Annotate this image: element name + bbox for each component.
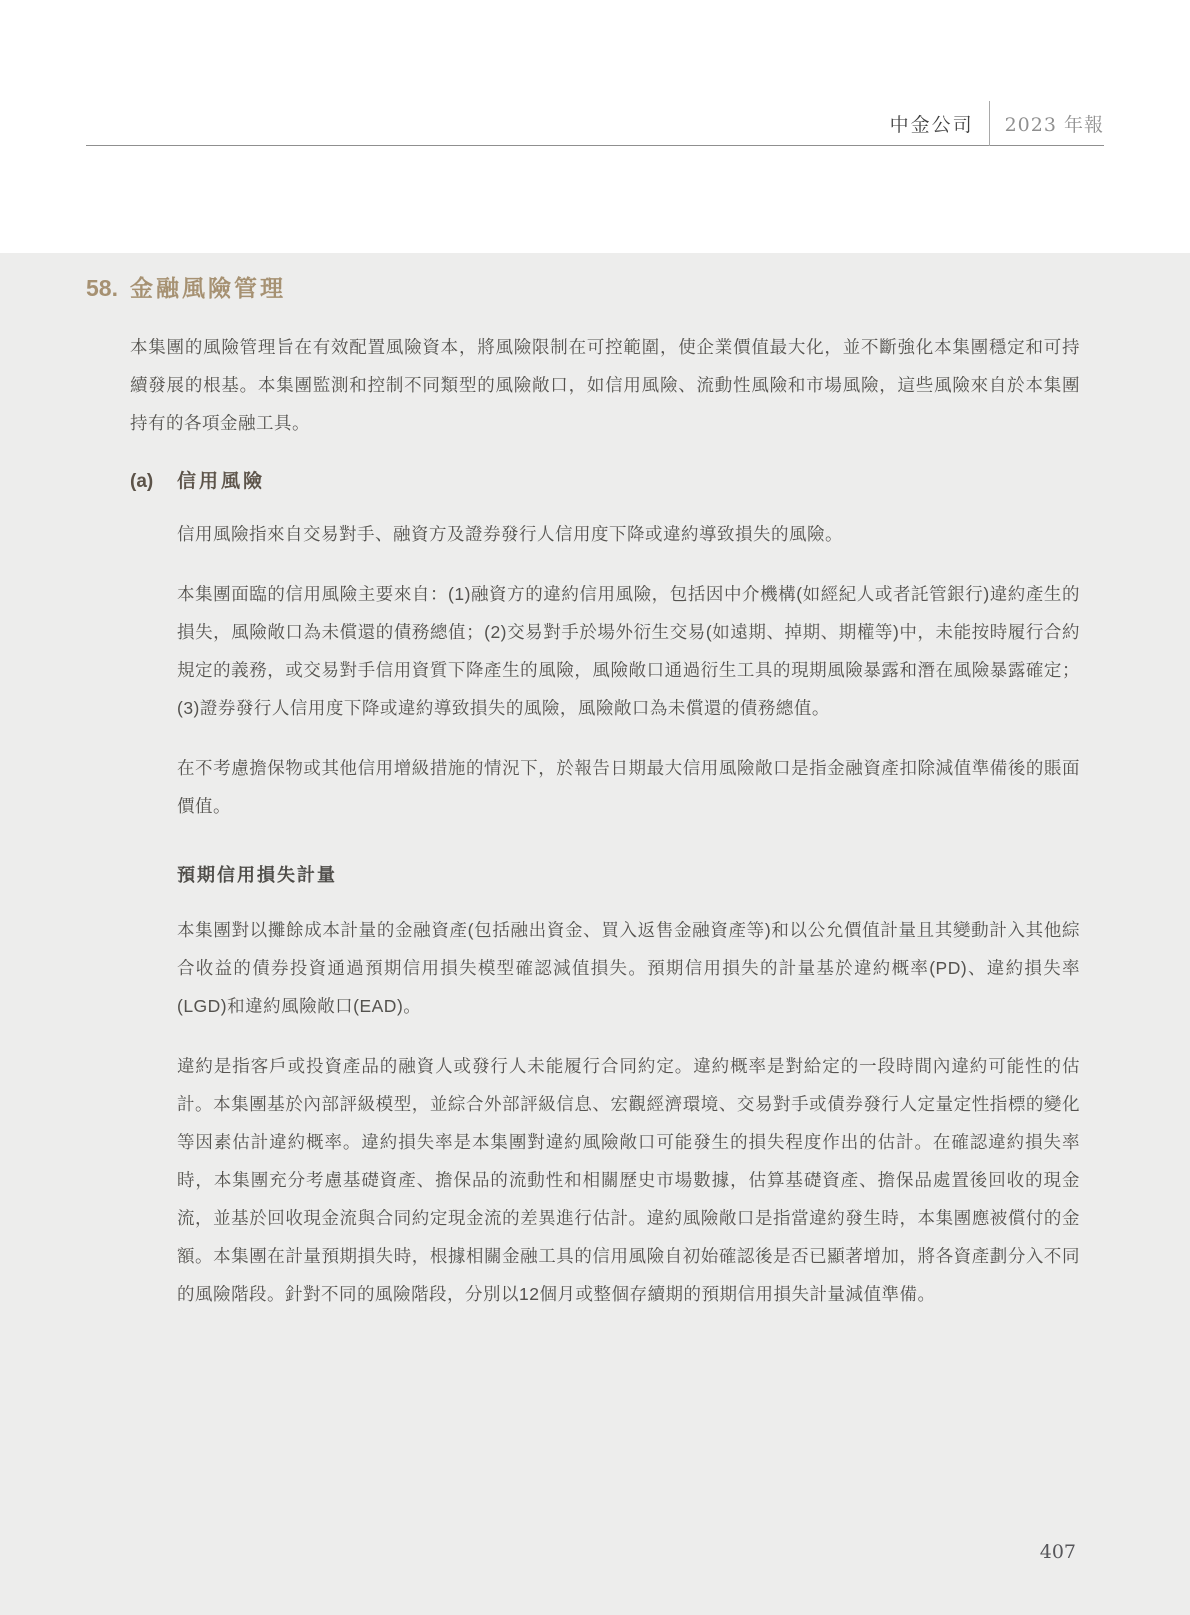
- section-number: 58.: [86, 275, 118, 301]
- subsection-heading: [130, 466, 1080, 493]
- subsection-title: 信用風險: [177, 471, 266, 492]
- ecl-paragraph: 本集團對以攤餘成本計量的金融資產(包括融出資金、買入返售金融資產等)和以公允價值計量且其變動計入其他綜合收益的債券投資通過預期信用損失模型確認減值損失。預期信用損失的計量基於違約概率(PD)、違約損失率(LGD)和違約風險敞口(EAD)。: [177, 920, 1080, 1016]
- page-number: 407: [1039, 1541, 1076, 1563]
- section-heading: [86, 270, 1104, 303]
- content-area: [0, 253, 1190, 1615]
- credit-risk-paragraph: 在不考慮擔保物或其他信用增級措施的情況下，於報告日期最大信用風險敞口是指金融資產扣除減值準備後的賬面價值。: [177, 758, 1080, 816]
- report-header-band: [0, 0, 1190, 253]
- section-body: [86, 328, 1104, 1313]
- section-title: 金融風險管理: [130, 275, 286, 301]
- ecl-paragraph: 違約是指客戶或投資產品的融資人或發行人未能履行合同約定。違約概率是對給定的一段時間內違約可能性的估計。本集團基於內部評級模型，並綜合外部評級信息、宏觀經濟環境、交易對手或債券發行人定量定性指標的變化等因素估計違約概率。違約損失率是本集團對違約風險敞口可能發生的損失程度作出的估計。在確認違約損失率時，本集團充分考慮基礎資產、擔保品的流動性和相關歷史市場數據，估算基礎資產、擔保品處置後回收的現金流，並基於回收現金流與合同約定現金流的差異進行估計。違約風險敞口是指當違約發生時，本集團應被償付的金額。本集團在計量預期損失時，根據相關金融工具的信用風險自初始確認後是否已顯著增加，將各資產劃分入不同的風險階段。針對不同的風險階段，分別以12個月或整個存續期的預期信用損失計量減值準備。: [177, 1056, 1080, 1304]
- ecl-heading: 預期信用損失計量: [177, 865, 337, 885]
- report-header: [86, 101, 1104, 146]
- report-year-label: 2023 年報: [1004, 113, 1104, 136]
- credit-risk-paragraph: 信用風險指來自交易對手、融資方及證券發行人信用度下降或違約導致損失的風險。: [177, 524, 843, 544]
- credit-risk-paragraph: 本集團面臨的信用風險主要來自：(1)融資方的違約信用風險，包括因中介機構(如經紀人或者託管銀行)違約產生的損失，風險敞口為未償還的債務總值；(2)交易對手於場外衍生交易(如遠期、掉期、期權等)中，未能按時履行合約規定的義務，或交易對手信用資質下降產生的風險，風險敞口通過衍生工具的現期風險暴露和潛在風險暴露確定；(3)證券發行人信用度下降或違約導致損失的風險，風險敞口為未償還的債務總值。: [177, 584, 1080, 718]
- header-divider: [989, 101, 990, 146]
- company-name: 中金公司: [889, 113, 974, 136]
- subsection-label: (a): [130, 471, 154, 492]
- section-intro-paragraph: 本集團的風險管理旨在有效配置風險資本，將風險限制在可控範圍，使企業價值最大化，並不斷強化本集團穩定和可持續發展的根基。本集團監測和控制不同類型的風險敞口，如信用風險、流動性風險和市場風險，這些風險來自於本集團持有的各項金融工具。: [130, 337, 1080, 433]
- subsection-body: [130, 515, 1080, 1313]
